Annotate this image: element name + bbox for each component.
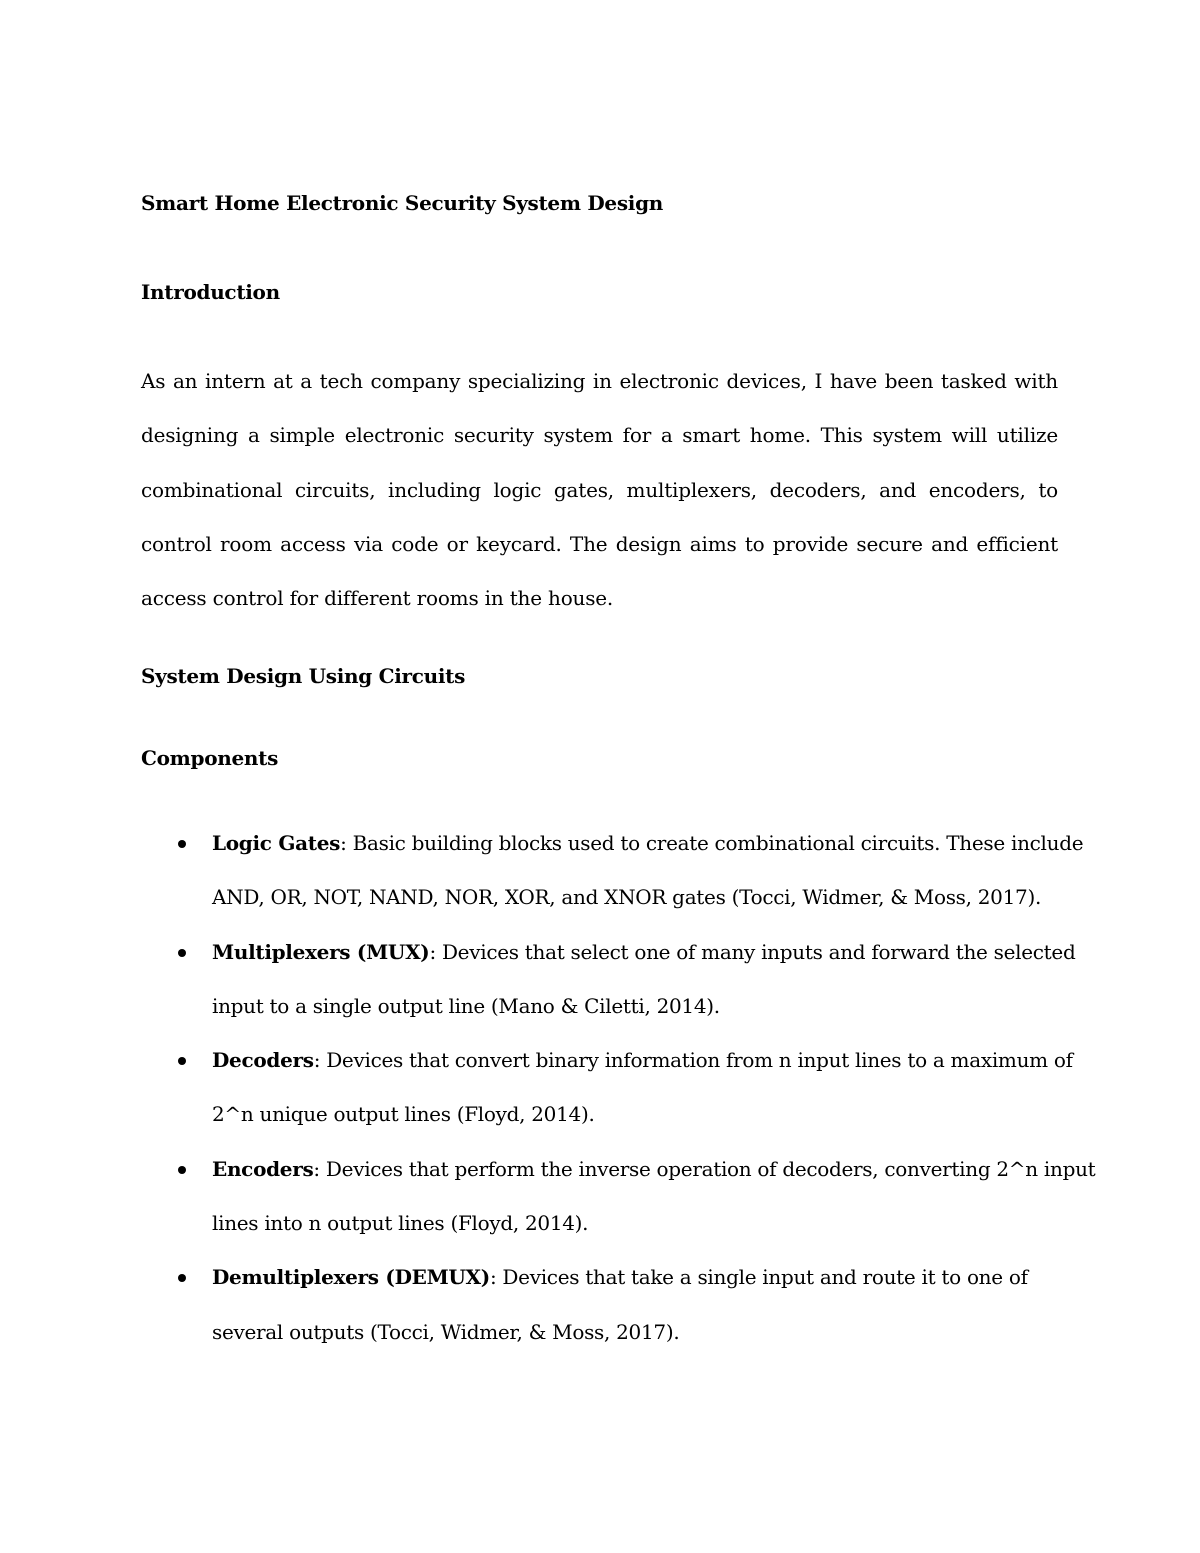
- component-description: : Basic building blocks used to create combinational circuits. These include AND, OR, NOT, NAND, NOR, XOR, and XNOR gates (Tocci, Widmer, & Moss, 2017).: [212, 831, 1084, 910]
- list-item: [141, 1250, 1101, 1359]
- component-description: : Devices that convert binary information from n input lines to a maximum of 2^n unique output lines (Floyd, 2014).: [212, 1048, 1073, 1127]
- component-term: Logic Gates: [212, 831, 341, 855]
- system-design-heading: System Design Using Circuits: [141, 664, 466, 688]
- component-description: : Devices that select one of many inputs and forward the selected input to a single output line (Mano & Ciletti, 2014).: [212, 939, 1076, 1018]
- introduction-paragraph: [141, 354, 1058, 625]
- components-list: [141, 816, 1101, 1359]
- component-description: : Devices that take a single input and route it to one of several outputs (Tocci, Widmer, & Moss, 2017).: [212, 1265, 1028, 1344]
- component-term: Decoders: [212, 1048, 314, 1073]
- bullet-icon: [178, 949, 186, 957]
- list-item: [141, 1142, 1101, 1251]
- list-item: [141, 1033, 1101, 1142]
- component-term: Demultiplexers (DEMUX): [212, 1265, 490, 1290]
- introduction-text: As an intern at a tech company specializing in electronic devices, I have been tasked with designing a simple electronic security system for a smart home. This system will utilize combinational circuits, including logic gates, multiplexers, decoders, and encoders, to control room access via code or keycard. The design aims to provide secure and efficient access control for different rooms in the house.: [141, 369, 1058, 611]
- list-item: [141, 925, 1101, 1034]
- list-item: [141, 816, 1101, 925]
- bullet-icon: [178, 1274, 186, 1282]
- bullet-icon: [178, 1166, 186, 1174]
- component-description: : Devices that perform the inverse operation of decoders, converting 2^n input lines into n output lines (Floyd, 2014).: [212, 1156, 1096, 1236]
- components-heading: Components: [141, 746, 279, 770]
- document-title: Smart Home Electronic Security System Design: [141, 191, 664, 215]
- bullet-icon: [178, 840, 186, 848]
- component-term: Encoders: [212, 1156, 314, 1181]
- introduction-heading: Introduction: [141, 280, 280, 304]
- bullet-icon: [178, 1057, 186, 1065]
- component-term: Multiplexers (MUX): [212, 939, 430, 964]
